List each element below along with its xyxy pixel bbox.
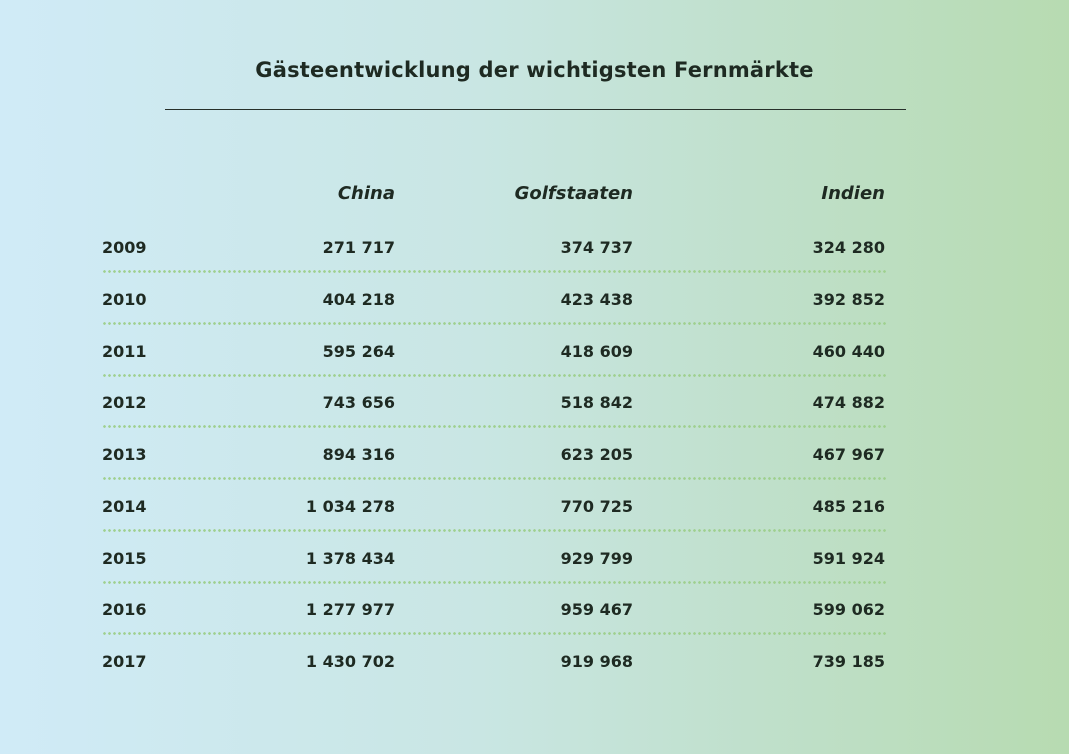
row-divider [102,529,887,532]
row-divider [102,477,887,480]
table-row [0,445,1069,497]
table-row [0,342,1069,394]
value-cell-golfstaaten: 623 205 [560,445,633,464]
value-cell-indien: 392 852 [812,289,885,309]
year-label: 2011 [102,341,147,361]
row-divider [102,374,887,377]
table-row [0,393,1069,445]
value-cell-indien: 591 924 [812,548,885,568]
table-row [0,600,1069,652]
table-row [0,497,1069,549]
value-cell-indien: 485 216 [812,496,885,516]
value-cell-golfstaaten: 374 737 [560,238,633,257]
row-divider [102,425,887,428]
table-row [0,238,1069,290]
table-row [0,290,1069,342]
value-cell-china: 1 277 977 [305,600,395,620]
value-cell-china: 743 656 [322,393,395,413]
table-row [0,652,1069,704]
year-label: 2016 [102,600,147,620]
value-cell-indien: 460 440 [812,341,885,361]
value-cell-golfstaaten: 418 609 [560,341,633,361]
column-header-china: China [337,183,395,204]
value-cell-golfstaaten: 929 799 [560,548,633,568]
year-label: 2009 [102,238,147,257]
value-cell-indien: 599 062 [812,600,885,620]
year-label: 2010 [102,289,147,309]
value-cell-china: 1 034 278 [305,496,395,516]
value-cell-china: 595 264 [322,341,395,361]
year-label: 2017 [102,652,147,671]
value-cell-golfstaaten: 518 842 [560,393,633,413]
value-cell-indien: 467 967 [812,445,885,464]
row-divider [102,632,887,635]
year-label: 2012 [102,393,147,413]
year-label: 2013 [102,445,147,464]
row-divider [102,270,887,273]
value-cell-indien: 739 185 [812,652,885,671]
value-cell-indien: 324 280 [812,238,885,257]
value-cell-china: 404 218 [322,289,395,309]
value-cell-golfstaaten: 423 438 [560,289,633,309]
value-cell-china: 1 378 434 [305,548,395,568]
value-cell-golfstaaten: 919 968 [560,652,633,671]
value-cell-golfstaaten: 959 467 [560,600,633,620]
row-divider [102,322,887,325]
value-cell-china: 894 316 [322,445,395,464]
value-cell-china: 1 430 702 [305,652,395,671]
table-title: Gästeentwicklung der wichtigsten Fernmärkte [255,58,814,82]
year-label: 2015 [102,548,147,568]
year-label: 2014 [102,496,147,516]
column-header-golfstaaten: Golfstaaten [514,183,633,204]
value-cell-china: 271 717 [322,238,395,257]
value-cell-golfstaaten: 770 725 [560,496,633,516]
table-row [0,549,1069,601]
row-divider [102,581,887,584]
column-header-indien: Indien [821,183,885,204]
value-cell-indien: 474 882 [812,393,885,413]
